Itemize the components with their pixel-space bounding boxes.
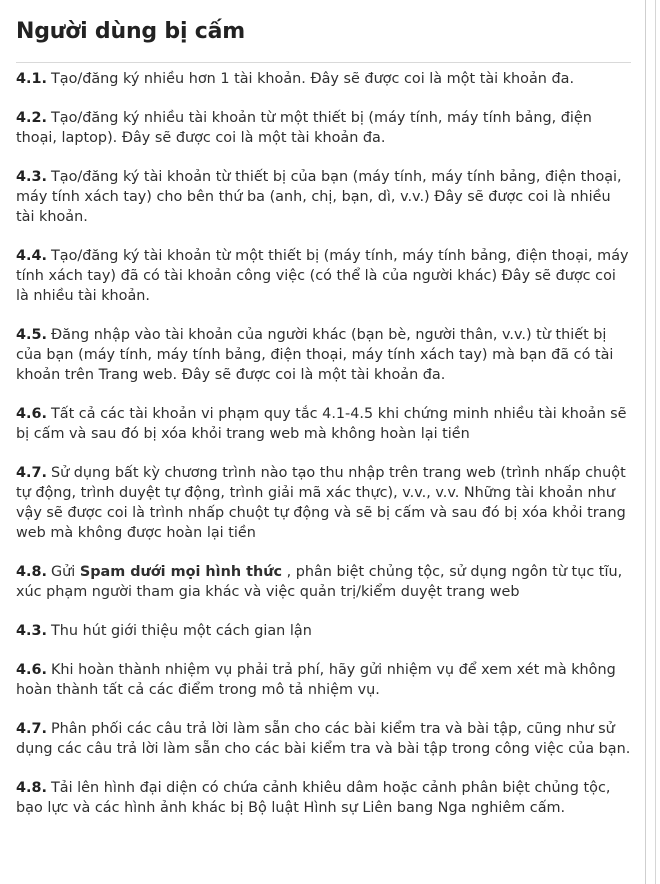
rule-text: Đăng nhập vào tài khoản của người khác (bạn bè, người thân, v.v.) từ thiết bị của bạn (máy tính, máy tính bảng, điện thoại, máy tính xách tay) mà bạn đã có tài khoản trên Trang web. Đây sẽ được coi là một tài khoản đa. [16,327,614,383]
rule-item [16,167,631,227]
rule-item [16,562,631,602]
rules-list [16,69,631,818]
scroll-edge-line [655,0,656,884]
rule-text: Tất cả các tài khoản vi phạm quy tắc 4.1-4.5 khi chứng minh nhiều tài khoản sẽ bị cấm và sau đó bị xóa khỏi trang web mà không hoàn lại tiền [16,406,627,442]
rule-item [16,246,631,306]
rule-number: 4.6. [16,662,47,678]
rule-text: Tạo/đăng ký tài khoản từ thiết bị của bạn (máy tính, máy tính bảng, điện thoại, máy tính xách tay) cho bên thứ ba (anh, chị, bạn, dì, v.v.) Đây sẽ được coi là nhiều tài khoản. [16,169,622,225]
rule-number: 4.6. [16,406,47,422]
rule-number: 4.7. [16,721,47,737]
page-title: Người dùng bị cấm [16,19,245,44]
rule-number: 4.8. [16,564,47,580]
rule-text: Tạo/đăng ký tài khoản từ một thiết bị (máy tính, máy tính bảng, điện thoại, máy tính xách tay) đã có tài khoản công việc (có thể là của người khác) Đây sẽ được coi là nhiều tài khoản. [16,248,629,304]
rule-text: Tạo/đăng ký nhiều tài khoản từ một thiết bị (máy tính, máy tính bảng, điện thoại, laptop). Đây sẽ được coi là một tài khoản đa. [16,110,592,146]
rule-emphasis: Spam dưới mọi hình thức [79,564,282,580]
rule-item [16,463,631,543]
rule-item [16,621,631,641]
rule-text: Khi hoàn thành nhiệm vụ phải trả phí, hãy gửi nhiệm vụ để xem xét mà không hoàn thành tất cả các điểm trong mô tả nhiệm vụ. [16,662,616,698]
rule-item [16,778,631,818]
title-divider [16,62,631,63]
rule-item [16,719,631,759]
rule-item [16,404,631,444]
rule-text: Sử dụng bất kỳ chương trình nào tạo thu nhập trên trang web (trình nhấp chuột tự động, trình duyệt tự động, trình giải mã xác thực), v.v., v.v. Những tài khoản như vậy sẽ được coi là trình nhấp chuột tự động và sẽ bị cấm và sau đó bị xóa khỏi trang web mà không được hoàn lại tiền [16,465,626,541]
rule-number: 4.4. [16,248,47,264]
rule-number: 4.8. [16,780,47,796]
rule-number: 4.7. [16,465,47,481]
rule-text: Tạo/đăng ký nhiều hơn 1 tài khoản. Đây sẽ được coi là một tài khoản đa. [50,71,575,87]
rule-text: Phân phối các câu trả lời làm sẵn cho các bài kiểm tra và bài tập, cũng như sử dụng các câu trả lời làm sẵn cho các bài kiểm tra và bài tập trong công việc của bạn. [16,721,631,757]
rule-number: 4.1. [16,71,47,87]
rule-text: Tải lên hình đại diện có chứa cảnh khiêu dâm hoặc cảnh phân biệt chủng tộc, bạo lực và các hình ảnh khác bị Bộ luật Hình sự Liên bang Nga nghiêm cấm. [16,780,611,816]
rule-item [16,325,631,385]
rule-item [16,108,631,148]
rule-number: 4.3. [16,623,47,639]
rule-number: 4.5. [16,327,47,343]
rule-number: 4.2. [16,110,47,126]
rule-text: Thu hút giới thiệu một cách gian lận [50,623,312,639]
rule-item [16,660,631,700]
rule-number: 4.3. [16,169,47,185]
rule-item [16,69,631,89]
rule-text-prefix: Gửi [50,564,76,580]
rule-text: , phân biệt chủng tộc, sử dụng ngôn từ tục tĩu, xúc phạm người tham gia khác và việc quản trị/kiểm duyệt trang web [16,564,623,600]
